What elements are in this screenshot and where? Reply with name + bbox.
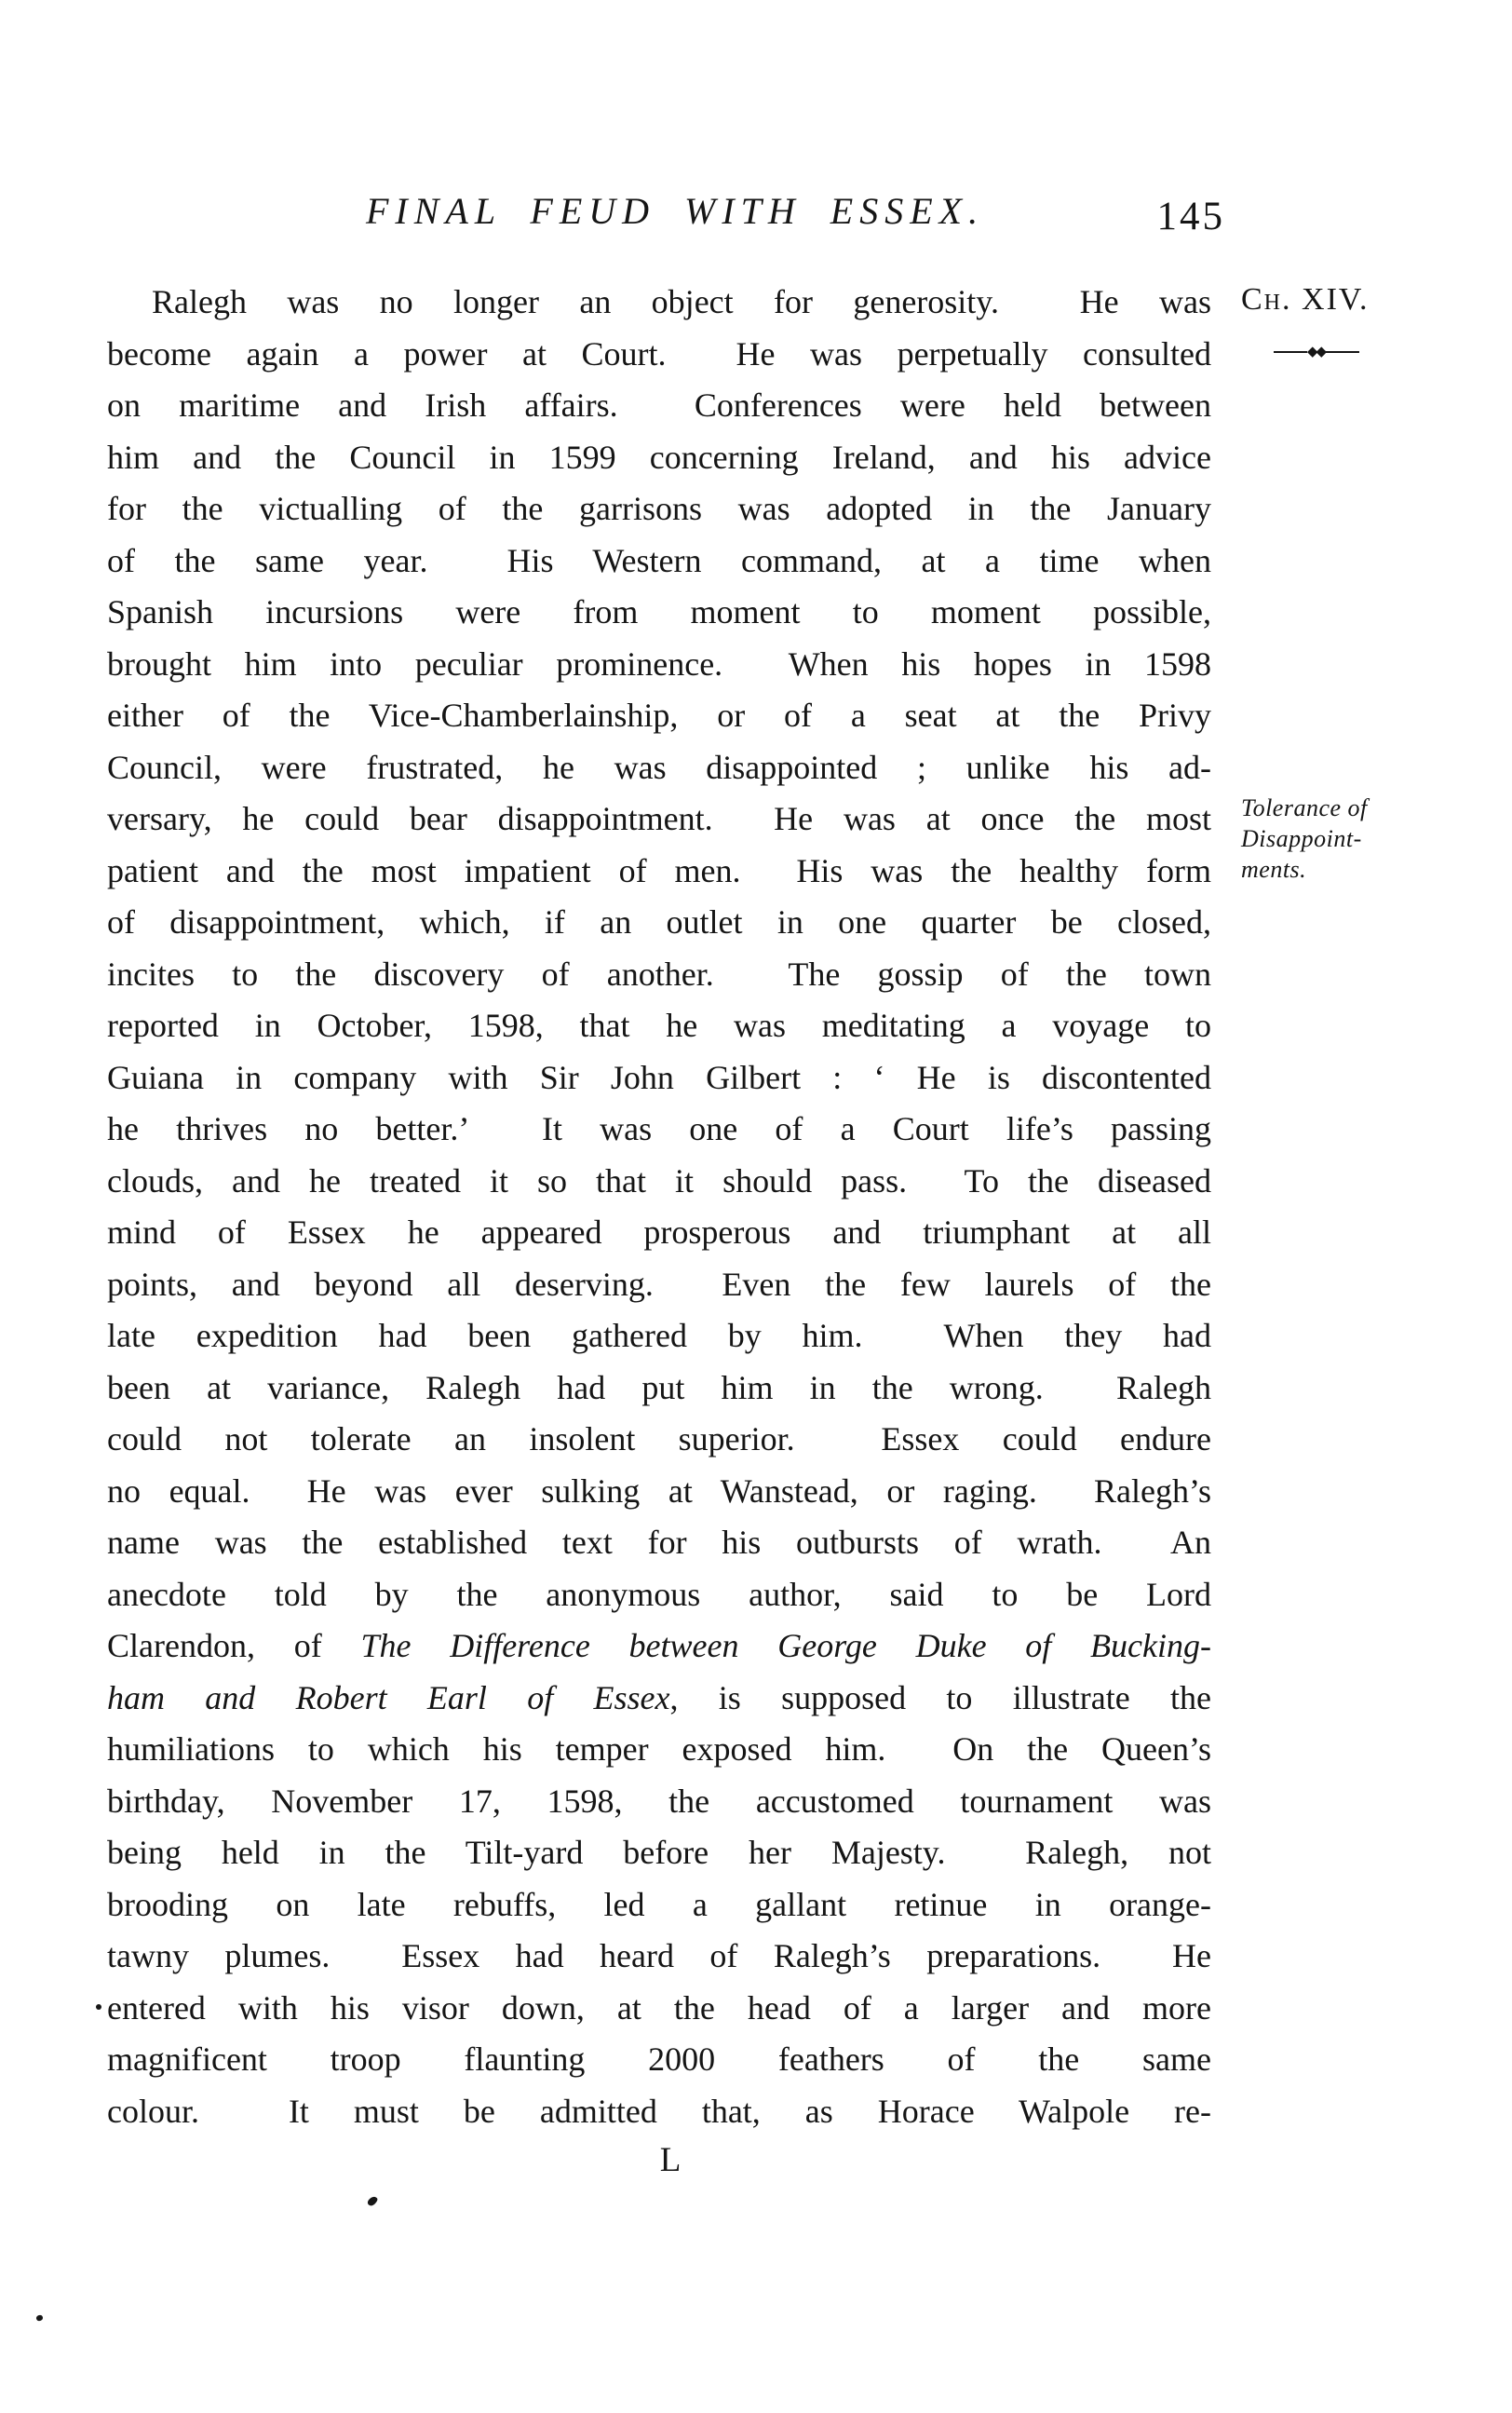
margin-note-line: Disappoint-	[1241, 825, 1362, 852]
body-line-segment: either of the Vice-Chamberlainship, or of a seat at the Privy	[107, 697, 1211, 734]
body-line-segment: for the victualling of the garrisons was adopted in the January	[107, 490, 1211, 527]
body-line	[107, 742, 1211, 794]
body-line	[107, 1879, 1211, 1932]
side-margin-note	[1241, 793, 1427, 885]
body-line-segment: humiliations to which his temper exposed him. On the Queen’s	[107, 1730, 1211, 1768]
body-line	[107, 1827, 1211, 1879]
ink-speck-bottom-left	[35, 2314, 44, 2322]
body-line-segment: points, and beyond all deserving. Even the few laurels of the	[107, 1265, 1211, 1303]
body-line	[107, 535, 1211, 588]
body-line	[107, 380, 1211, 432]
body-line	[107, 1052, 1211, 1105]
body-line	[107, 2086, 1211, 2138]
body-line-segment: could not tolerate an insolent superior. Essex could endure	[107, 1420, 1211, 1457]
page-number: 145	[1156, 195, 1225, 238]
body-line-segment: versary, he could bear disappointment. He was at once the most	[107, 800, 1211, 837]
margin-note-line: Tolerance of	[1241, 794, 1368, 821]
divider-line-left	[1274, 351, 1307, 353]
margin-note-line: ments.	[1241, 856, 1307, 883]
body-line-segment: on maritime and Irish affairs. Conferences were held between	[107, 386, 1211, 424]
chapter-margin-note: Ch. XIV.	[1241, 282, 1370, 317]
divider-line-right	[1326, 351, 1359, 353]
body-line	[107, 1517, 1211, 1569]
body-line-segment: Ralegh was no longer an object for generosity. He was	[152, 283, 1211, 320]
body-line	[107, 1466, 1211, 1518]
body-line-segment: Council, were frustrated, he was disappointed ; unlike his ad-	[107, 748, 1211, 786]
body-line	[107, 1156, 1211, 1208]
body-line-segment: being held in the Tilt-yard before her Majesty. Ralegh, not	[107, 1834, 1211, 1871]
body-line-segment: magnificent troop flaunting 2000 feathers of the same	[107, 2040, 1211, 2078]
body-line	[107, 1104, 1211, 1156]
body-text	[107, 277, 1211, 2137]
body-line	[107, 1207, 1211, 1259]
body-line-segment: of the same year. His Western command, at a time when	[107, 541, 1211, 579]
diamond-ornament-icon: ◆◆	[1306, 344, 1326, 359]
body-line-segment: Spanish incursions were from moment to moment possible,	[107, 593, 1211, 630]
body-line-segment: colour. It must be admitted that, as Horace Walpole re-	[107, 2092, 1211, 2130]
body-line-segment: late expedition had been gathered by him. When they had	[107, 1317, 1211, 1354]
body-line	[107, 1569, 1211, 1621]
body-line	[107, 793, 1211, 846]
body-line	[107, 2034, 1211, 2086]
body-line	[107, 1983, 1211, 2035]
body-line-segment: brooding on late rebuffs, led a gallant retinue in orange-	[107, 1885, 1211, 1923]
body-line-segment: tawny plumes. Essex had heard of Ralegh’s preparations. He	[107, 1937, 1211, 1974]
body-line	[107, 1310, 1211, 1362]
body-line	[107, 1362, 1211, 1415]
body-line	[107, 949, 1211, 1001]
body-line	[107, 1000, 1211, 1052]
body-line-italic-segment: ham and Robert Earl of Essex	[107, 1678, 670, 1716]
body-line	[107, 329, 1211, 381]
body-line	[107, 432, 1211, 484]
body-line-segment: incites to the discovery of another. The gossip of the town	[107, 955, 1211, 993]
body-line	[107, 587, 1211, 639]
body-line	[107, 639, 1211, 691]
body-line-segment: he thrives no better.’ It was one of a Court life’s passing	[107, 1110, 1211, 1147]
body-line-segment: of disappointment, which, if an outlet in one quarter be closed,	[107, 903, 1211, 941]
body-line	[107, 1259, 1211, 1311]
ink-speck-comma	[367, 2195, 379, 2208]
body-line-italic-segment: The Difference between George Duke of Bucking-	[360, 1627, 1211, 1664]
body-line-segment: name was the established text for his outbursts of wrath. An	[107, 1524, 1211, 1561]
chapter-divider-rule	[1274, 346, 1359, 359]
body-line-segment: been at variance, Ralegh had put him in the wrong. Ralegh	[107, 1368, 1211, 1406]
body-line	[107, 1724, 1211, 1776]
body-line	[107, 846, 1211, 898]
body-line	[107, 690, 1211, 742]
body-line-segment: clouds, and he treated it so that it should pass. To the diseased	[107, 1161, 1211, 1200]
body-line-segment: , is supposed to illustrate the	[669, 1678, 1211, 1716]
body-line-segment: brought him into peculiar prominence. When his hopes in 1598	[107, 644, 1211, 683]
body-line	[107, 1776, 1211, 1828]
body-line	[107, 1620, 1211, 1673]
body-line-segment: Guiana in company with Sir John Gilbert : ‘ He is discontented	[107, 1058, 1211, 1096]
body-line-segment: patient and the most impatient of men. His was the healthy form	[107, 851, 1211, 889]
body-line-segment: entered with his visor down, at the head of a larger and more	[107, 1988, 1211, 2027]
body-line-segment: anecdote told by the anonymous author, said to be Lord	[107, 1575, 1211, 1613]
body-line-segment: reported in October, 1598, that he was meditating a voyage to	[107, 1007, 1211, 1044]
body-line-segment: mind of Essex he appeared prosperous and triumphant at all	[107, 1213, 1211, 1251]
body-line-segment: birthday, November 17, 1598, the accustomed tournament was	[107, 1782, 1211, 1820]
body-line-segment: him and the Council in 1599 concerning Ireland, and his advice	[107, 438, 1211, 476]
body-line-segment: Clarendon, of	[107, 1627, 361, 1664]
ink-speck-left-margin	[96, 2004, 101, 2010]
body-line-segment: no equal. He was ever sulking at Wanstead, or raging. Ralegh’s	[107, 1471, 1211, 1510]
body-line	[107, 1414, 1211, 1466]
body-line	[107, 897, 1211, 949]
running-head-title: FINAL FEUD WITH ESSEX.	[366, 190, 985, 232]
body-line-segment: become again a power at Court. He was perpetually consulted	[107, 334, 1211, 373]
body-line	[107, 1673, 1211, 1725]
body-line	[107, 1931, 1211, 1983]
printer-signature-mark: L	[659, 2141, 682, 2179]
body-line	[107, 277, 1211, 329]
body-line	[107, 483, 1211, 535]
